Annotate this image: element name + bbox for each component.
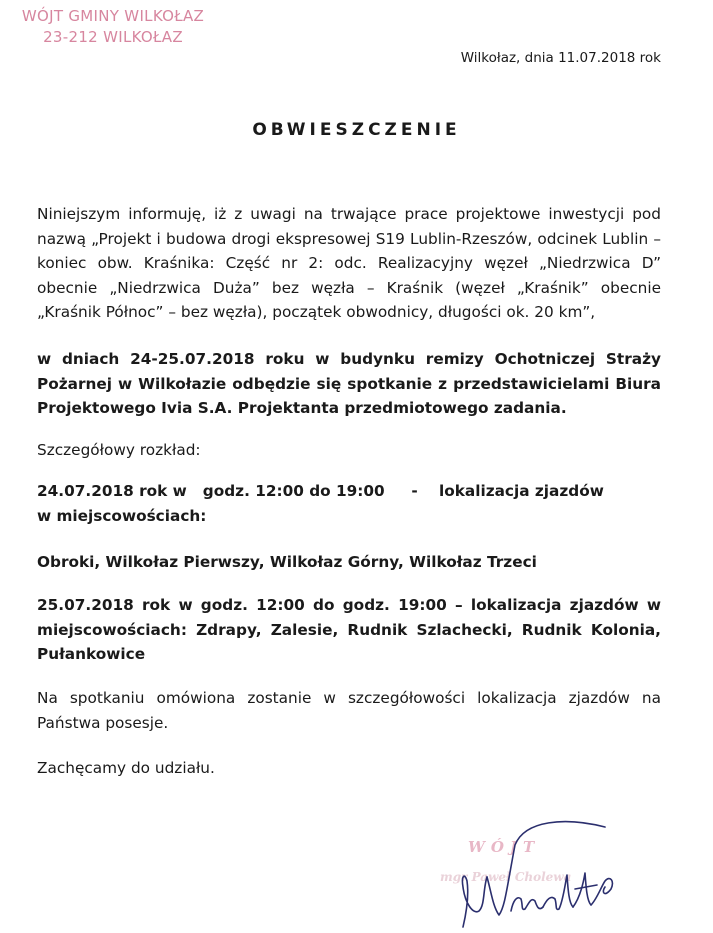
intro-paragraph: Niniejszym informuję, iż z uwagi na trwające prace projektowe inwestycji pod nazwą „Projekt i budowa drogi ekspresowej S19 Lublin-Rzeszów, odcinek Lublin – koniec obw. Kraśnika: Część nr 2: odc. Realizacyjny węzeł „Niedrzwica D” obecnie „Niedrzwica Duża” bez węzła – Kraśnik (węzeł „Kraśnik” obecnie „Kraśnik Północ” – bez węzła), początek obwodnicy, długości ok. 20 km”, bbox=[37, 205, 661, 322]
signature-stamp-name: mgr Paweł Cholewa bbox=[440, 870, 572, 884]
schedule-heading: Szczegółowy rozkład: bbox=[37, 440, 201, 459]
date-line: Wilkołaz, dnia 11.07.2018 rok bbox=[460, 50, 661, 66]
closing-paragraph: Na spotkaniu omówiona zostanie w szczegółowości lokalizacja zjazdów na Państwa posesje. bbox=[37, 688, 661, 732]
meeting-paragraph: w dniach 24-25.07.2018 roku w budynku remizy Ochotniczej Straży Pożarnej w Wilkołazie odbędzie się spotkanie z przedstawicielami Biura Projektowego Ivia S.A. Projektanta przedmiotowego zadania. bbox=[37, 349, 661, 418]
invitation: Zachęcamy do udziału. bbox=[37, 759, 215, 778]
document-body bbox=[37, 202, 661, 781]
day1-line2: w miejscowościach: bbox=[37, 506, 207, 525]
day1-line: 24.07.2018 rok w godz. 12:00 do 19:00 - lokalizacja zjazdów bbox=[37, 482, 604, 501]
office-stamp-line2: 23-212 WILKOŁAZ bbox=[43, 28, 183, 46]
day1-places: Obroki, Wilkołaz Pierwszy, Wilkołaz Górny, Wilkołaz Trzeci bbox=[37, 552, 537, 571]
day2-paragraph: 25.07.2018 rok w godz. 12:00 do godz. 19:00 – lokalizacja zjazdów w miejscowościach: Zdrapy, Zalesie, Rudnik Szlachecki, Rudnik Kolonia, Pułankowice bbox=[37, 596, 661, 664]
document-title: OBWIESZCZENIE bbox=[252, 120, 461, 140]
office-stamp bbox=[18, 6, 208, 48]
office-stamp-line1: WÓJT GMINY WILKOŁAZ bbox=[21, 7, 205, 25]
handwritten-signature bbox=[455, 815, 635, 933]
signature-stamp-role: WÓJT bbox=[468, 838, 541, 856]
